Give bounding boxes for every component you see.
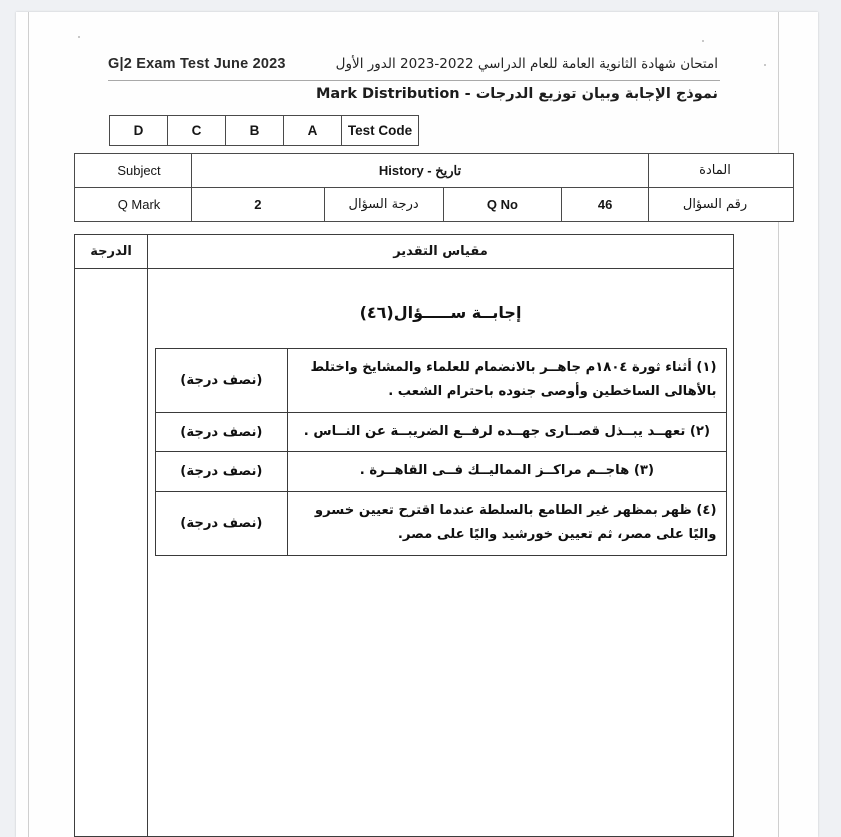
scan-artifact-right-line [778, 12, 779, 837]
answer-score-1: (نصف درجة) [155, 349, 288, 413]
test-code-table [109, 115, 419, 146]
answer-text-2: (٢) تعهــد يبــذل قصــارى جهــده لرفــع الضريبــة عن النــاس . [288, 412, 726, 451]
answer-score-3: (نصف درجة) [155, 452, 288, 491]
header-scale-label: مقياس التقدير [393, 244, 488, 259]
answer-key-table-header [75, 235, 733, 269]
table-row [110, 116, 419, 146]
mark-distribution-subtitle: نموذج الإجابة وبيان توزيع الدرجات - Mark Distribution [315, 86, 718, 102]
table-row-subject [75, 154, 794, 188]
q-mark-label-en: Q Mark [75, 188, 192, 222]
table-row [155, 491, 726, 555]
answer-text-3: (٣) هاجــم مراكــز المماليــك فــى القاهــرة . [288, 452, 726, 491]
exam-info-table [74, 153, 794, 222]
test-code-label: Test Code [342, 116, 419, 146]
test-code-a: A [284, 116, 342, 146]
answer-score-2: (نصف درجة) [155, 412, 288, 451]
q-mark-label-ar: درجة السؤال [324, 188, 443, 222]
header-divider-rule [108, 80, 720, 81]
scan-artifact-left-line [28, 12, 29, 837]
test-code-b: B [226, 116, 284, 146]
scan-speck [702, 40, 704, 42]
answer-key-table-body [75, 269, 733, 837]
answer-key-table [74, 234, 734, 837]
exam-title-english: G|2 Exam Test June 2023 [108, 56, 286, 72]
subject-label-ar: المادة [649, 154, 794, 188]
header-cell-scale [147, 235, 733, 268]
subject-value: History - تاريخ [192, 154, 649, 188]
test-code-c: C [168, 116, 226, 146]
scale-column [147, 269, 733, 837]
answer-items-table [155, 348, 727, 556]
q-no-label-ar: رقم السؤال [649, 188, 794, 222]
q-mark-value: 2 [192, 188, 325, 222]
table-row-mark [75, 188, 794, 222]
table-row [155, 349, 726, 413]
table-row [155, 452, 726, 491]
q-no-value: 46 [562, 188, 649, 222]
q-no-label-en: Q No [443, 188, 562, 222]
document-header [16, 50, 818, 104]
answer-text-1: (١) أثناء ثورة ١٨٠٤م جاهــر بالانضمام للعلماء والمشايخ واختلط بالأهالى الساخطين وأوصى جنوده باحترام الشعب . [288, 349, 726, 413]
header-mark-label: الدرجة [90, 244, 132, 259]
scan-speck [78, 36, 80, 38]
header-cell-mark [75, 235, 147, 268]
test-code-d: D [110, 116, 168, 146]
table-row [155, 412, 726, 451]
answer-score-4: (نصف درجة) [155, 491, 288, 555]
mark-column-empty [75, 269, 147, 837]
exam-title-arabic: امتحان شهادة الثانوية العامة للعام الدراسي 2022-2023 الدور الأول [335, 56, 718, 72]
subject-label-en: Subject [75, 154, 192, 188]
answer-text-4: (٤) ظهر بمظهر غير الطامع بالسلطة عندما اقترح تعيين خسرو واليًا على مصر، ثم تعيين خورشيد واليًا على مصر. [288, 491, 726, 555]
document-page [16, 12, 818, 837]
answer-heading: إجابــة ســـــؤال(٤٦) [359, 303, 522, 322]
